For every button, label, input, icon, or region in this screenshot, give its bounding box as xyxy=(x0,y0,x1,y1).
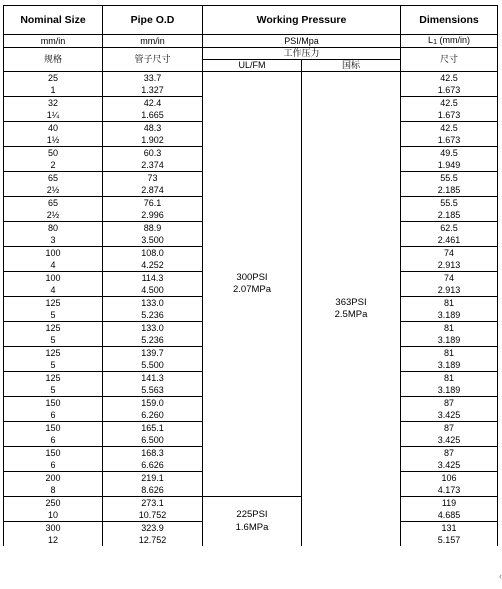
nominal-size-cell: 80 xyxy=(4,222,103,235)
pipe-od-cell: 76.1 xyxy=(103,197,203,210)
nominal-size-cell: 65 xyxy=(4,172,103,185)
pipe-od-cell: 168.3 xyxy=(103,447,203,460)
nominal-size-cell: 3 xyxy=(4,234,103,247)
dimension-cell: 5.157 xyxy=(401,534,498,546)
pipe-od-cell: 159.0 xyxy=(103,397,203,410)
pipe-od-cell: 33.7 xyxy=(103,72,203,85)
nominal-size-cell: 40 xyxy=(4,122,103,135)
pipe-od-cell: 1.902 xyxy=(103,134,203,147)
pipe-od-cell: 323.9 xyxy=(103,522,203,535)
dimension-cell: 87 xyxy=(401,422,498,435)
dimensions-unit-suffix: (mm/in) xyxy=(436,35,470,45)
dimension-cell: 2.913 xyxy=(401,284,498,297)
pipe-od-cell: 8.626 xyxy=(103,484,203,497)
nominal-size-cell: 6 xyxy=(4,434,103,447)
pipe-od-cell: 1.327 xyxy=(103,84,203,97)
nominal-size-cell: 8 xyxy=(4,484,103,497)
dimensions-cn-label: 尺寸 xyxy=(401,48,498,72)
pipe-od-cell: 2.374 xyxy=(103,159,203,172)
pipe-od-cell: 42.4 xyxy=(103,97,203,110)
table-row xyxy=(4,497,498,510)
nominal-size-cell: 4 xyxy=(4,284,103,297)
nominal-size-cell: 12 xyxy=(4,534,103,546)
working-pressure-header: Working Pressure xyxy=(203,6,401,35)
table-row xyxy=(4,72,498,85)
pipe-od-cell: 60.3 xyxy=(103,147,203,160)
nominal-size-unit: mm/in xyxy=(4,35,103,48)
dimension-cell: 81 xyxy=(401,297,498,310)
dimensions-header: Dimensions xyxy=(401,6,498,35)
nominal-size-cell: 4 xyxy=(4,259,103,272)
nominal-size-header: Nominal Size xyxy=(4,6,103,35)
pipe-od-cell: 133.0 xyxy=(103,322,203,335)
pipe-od-cell: 4.252 xyxy=(103,259,203,272)
nominal-size-cell: 5 xyxy=(4,359,103,372)
chinese-label-row xyxy=(4,48,498,60)
pipe-od-cell: 2.874 xyxy=(103,184,203,197)
pipe-od-cell: 3.500 xyxy=(103,234,203,247)
dimension-cell: 42.5 xyxy=(401,97,498,110)
dimension-cell: 42.5 xyxy=(401,72,498,85)
ul_fm-pressure-cell xyxy=(203,72,302,497)
pipe-od-cell: 12.752 xyxy=(103,534,203,546)
header-row xyxy=(4,6,498,35)
nominal-size-cell: 2½ xyxy=(4,184,103,197)
pipe-od-cell: 88.9 xyxy=(103,222,203,235)
nominal-size-cn-label: 规格 xyxy=(4,48,103,72)
edge-mark: ‹ xyxy=(499,571,502,581)
dimension-cell: 49.5 xyxy=(401,147,498,160)
dimension-cell: 2.185 xyxy=(401,209,498,222)
nominal-size-cell: 250 xyxy=(4,497,103,510)
nominal-size-cell: 150 xyxy=(4,447,103,460)
pipe-od-cell: 5.236 xyxy=(103,334,203,347)
pipe-od-cell: 114.3 xyxy=(103,272,203,285)
dimension-cell: 2.185 xyxy=(401,184,498,197)
dimension-cell: 3.425 xyxy=(401,459,498,472)
international-pressure-mpa: 2.5MPa xyxy=(334,309,368,320)
pipe-od-cell: 2.996 xyxy=(103,209,203,222)
dimension-cell: 1.673 xyxy=(401,109,498,122)
working-pressure-unit: PSI/Mpa xyxy=(203,35,401,48)
pipe-od-cell: 5.563 xyxy=(103,384,203,397)
pipe-od-cell: 5.500 xyxy=(103,359,203,372)
ul_fm-pressure-psi: 225PSI xyxy=(236,509,268,521)
dimensions-unit-sub: 1 xyxy=(433,39,437,46)
nominal-size-cell: 125 xyxy=(4,347,103,360)
nominal-size-cell: 6 xyxy=(4,459,103,472)
table-body xyxy=(4,6,498,547)
ul_fm-pressure-mpa: 2.07MPa xyxy=(232,284,272,295)
nominal-size-cell: 50 xyxy=(4,147,103,160)
international-pressure-psi: 363PSI xyxy=(335,296,367,308)
dimension-cell: 1.949 xyxy=(401,159,498,172)
ul-fm-label: UL/FM xyxy=(203,60,302,72)
pipe-od-cell: 1.665 xyxy=(103,109,203,122)
nominal-size-cell: 10 xyxy=(4,509,103,522)
dimension-cell: 81 xyxy=(401,347,498,360)
pipe-od-cn-label: 管子尺寸 xyxy=(103,48,203,72)
pipe-od-cell: 108.0 xyxy=(103,247,203,260)
ul_fm-pressure-mpa: 1.6MPa xyxy=(235,521,269,533)
dimension-cell: 81 xyxy=(401,322,498,335)
pipe-od-cell: 219.1 xyxy=(103,472,203,485)
dimension-cell: 62.5 xyxy=(401,222,498,235)
dimension-cell: 74 xyxy=(401,272,498,285)
pipe-od-cell: 5.236 xyxy=(103,309,203,322)
dimensions-unit xyxy=(401,35,498,48)
working-pressure-cn-label: 工作压力 xyxy=(203,48,401,60)
dimension-cell: 3.189 xyxy=(401,359,498,372)
pipe-od-cell: 6.500 xyxy=(103,434,203,447)
dimension-cell: 1.673 xyxy=(401,134,498,147)
nominal-size-cell: 125 xyxy=(4,297,103,310)
nominal-size-cell: 32 xyxy=(4,97,103,110)
nominal-size-cell: 65 xyxy=(4,197,103,210)
nominal-size-cell: 1 xyxy=(4,84,103,97)
pipe-od-cell: 133.0 xyxy=(103,297,203,310)
nominal-size-cell: 200 xyxy=(4,472,103,485)
pipe-od-cell: 273.1 xyxy=(103,497,203,510)
dimension-cell: 87 xyxy=(401,397,498,410)
dimension-cell: 74 xyxy=(401,247,498,260)
dimension-cell: 3.425 xyxy=(401,434,498,447)
nominal-size-cell: 2 xyxy=(4,159,103,172)
dimension-cell: 81 xyxy=(401,372,498,385)
nominal-size-cell: 5 xyxy=(4,384,103,397)
dimension-cell: 42.5 xyxy=(401,122,498,135)
nominal-size-cell: 5 xyxy=(4,334,103,347)
dimension-cell: 87 xyxy=(401,447,498,460)
ul_fm-pressure-psi: 300PSI xyxy=(236,271,268,283)
pipe-od-cell: 139.7 xyxy=(103,347,203,360)
international-pressure-cell xyxy=(302,72,401,547)
pipe-od-cell: 6.626 xyxy=(103,459,203,472)
dimensions-unit-prefix: L xyxy=(428,35,434,45)
nominal-size-cell: 6 xyxy=(4,409,103,422)
dimension-cell: 4.685 xyxy=(401,509,498,522)
nominal-size-cell: 1¼ xyxy=(4,109,103,122)
pipe-od-cell: 4.500 xyxy=(103,284,203,297)
dimension-cell: 2.461 xyxy=(401,234,498,247)
pipe-od-header: Pipe O.D xyxy=(103,6,203,35)
international-label: 国标 xyxy=(302,60,401,72)
nominal-size-cell: 5 xyxy=(4,309,103,322)
dimension-cell: 3.189 xyxy=(401,334,498,347)
nominal-size-cell: 125 xyxy=(4,322,103,335)
units-row xyxy=(4,35,498,48)
dimension-cell: 3.189 xyxy=(401,309,498,322)
dimension-cell: 131 xyxy=(401,522,498,535)
dimension-cell: 3.189 xyxy=(401,384,498,397)
dimension-cell: 1.673 xyxy=(401,84,498,97)
dimension-cell: 55.5 xyxy=(401,172,498,185)
nominal-size-cell: 300 xyxy=(4,522,103,535)
nominal-size-cell: 125 xyxy=(4,372,103,385)
pipe-od-cell: 141.3 xyxy=(103,372,203,385)
nominal-size-cell: 100 xyxy=(4,247,103,260)
pipe-spec-table xyxy=(3,5,498,546)
nominal-size-cell: 150 xyxy=(4,397,103,410)
dimension-cell: 55.5 xyxy=(401,197,498,210)
pipe-od-cell: 10.752 xyxy=(103,509,203,522)
dimension-cell: 106 xyxy=(401,472,498,485)
nominal-size-cell: 1½ xyxy=(4,134,103,147)
nominal-size-cell: 150 xyxy=(4,422,103,435)
pipe-od-unit: mm/in xyxy=(103,35,203,48)
pipe-od-cell: 48.3 xyxy=(103,122,203,135)
pipe-od-cell: 6.260 xyxy=(103,409,203,422)
nominal-size-cell: 100 xyxy=(4,272,103,285)
dimension-cell: 119 xyxy=(401,497,498,510)
nominal-size-cell: 25 xyxy=(4,72,103,85)
dimension-cell: 2.913 xyxy=(401,259,498,272)
nominal-size-cell: 2½ xyxy=(4,209,103,222)
pipe-od-cell: 73 xyxy=(103,172,203,185)
dimension-cell: 4.173 xyxy=(401,484,498,497)
dimension-cell: 3.425 xyxy=(401,409,498,422)
ul_fm-pressure-cell xyxy=(203,497,302,547)
pipe-od-cell: 165.1 xyxy=(103,422,203,435)
